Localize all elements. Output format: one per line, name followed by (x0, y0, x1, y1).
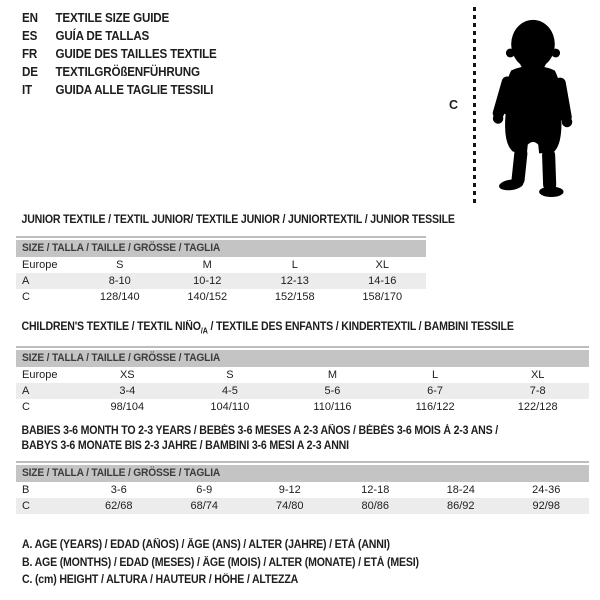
table-cell: 9-12 (278, 484, 301, 496)
table-cell: A (22, 385, 30, 398)
table-cell: 24-36 (532, 484, 561, 496)
language-title: GUIDE DES TAILLES TEXTILE (55, 47, 217, 61)
language-row-it (22, 81, 217, 99)
language-title: TEXTILE SIZE GUIDE (55, 11, 170, 25)
junior-table-section (16, 213, 455, 305)
table-cell: 8-10 (108, 275, 131, 287)
table-cell: 140/152 (187, 291, 228, 303)
table-cell: S (116, 259, 124, 271)
table-row (16, 399, 589, 415)
junior-table-title: JUNIOR TEXTILE / TEXTIL JUNIOR/ TEXTILE JUNIOR / JUNIORTEXTIL / JUNIOR TESSILE (21, 214, 455, 226)
language-code: DE (22, 65, 38, 79)
size-header-bar (16, 350, 589, 367)
table-cell: 86/92 (446, 500, 475, 512)
table-cell: L (432, 369, 439, 382)
children-title-pre: CHILDREN'S TEXTILE / TEXTIL NIÑO (21, 321, 201, 333)
table-cell: XS (119, 369, 135, 382)
table-cell: 14-16 (368, 275, 397, 287)
table-cell: 92/98 (532, 500, 561, 512)
table-top-rule (16, 236, 426, 238)
size-header-label: SIZE / TALLA / TAILLE / GRÖSSE / TAGLIA (22, 242, 221, 254)
table-cell: 3-4 (119, 385, 136, 398)
table-cell: M (202, 259, 212, 271)
language-code: ES (22, 29, 38, 43)
table-row (16, 289, 426, 305)
table-cell: 110/116 (313, 401, 352, 414)
table-cell: 6-9 (196, 484, 213, 496)
table-cell: 152/158 (274, 291, 315, 303)
table-cell: XL (530, 369, 545, 382)
language-title: TEXTILGRÖßENFÜHRUNG (55, 65, 200, 79)
table-row (16, 482, 589, 498)
language-row-de (22, 63, 217, 81)
table-cell: 62/68 (104, 500, 133, 512)
table-cell: 80/86 (361, 500, 390, 512)
table-cell: 4-5 (221, 385, 238, 398)
language-code: EN (22, 11, 38, 25)
footnote-legend (22, 537, 453, 590)
table-cell: 122/128 (517, 401, 558, 414)
children-table-section (16, 320, 589, 415)
table-row (16, 257, 426, 273)
size-header-label: SIZE / TALLA / TAILLE / GRÖSSE / TAGLIA (22, 467, 221, 479)
table-cell: Europe (22, 369, 58, 382)
table-cell: 6-7 (427, 385, 444, 398)
table-cell: 74/80 (275, 500, 304, 512)
table-cell: 104/110 (210, 401, 250, 414)
babies-table (16, 482, 589, 514)
table-cell: C (22, 401, 30, 414)
footnote-a: A. AGE (YEARS) / EDAD (AÑOS) / ÂGE (ANS) / ALTER (JAHRE) / ETÀ (ANNI) (22, 539, 390, 551)
table-row (16, 273, 426, 289)
table-cell: Europe (22, 259, 58, 271)
table-cell: B (22, 484, 30, 496)
babies-table-section (16, 424, 589, 514)
table-cell: 116/122 (415, 401, 455, 414)
children-title-post: / TEXTILE DES ENFANTS / KINDERTEXTIL / BAMBINI TESSILE (207, 321, 514, 333)
size-header-bar (16, 240, 426, 257)
table-cell: 10-12 (193, 275, 222, 287)
table-cell: 18-24 (446, 484, 475, 496)
language-code: FR (22, 47, 38, 61)
table-row (16, 383, 589, 399)
table-row (16, 498, 589, 514)
children-table-title (16, 320, 543, 338)
table-cell: 7-8 (529, 385, 546, 398)
table-cell: 98/104 (110, 401, 145, 414)
children-title-sub: /A (200, 326, 208, 336)
table-cell: 12-18 (361, 484, 390, 496)
table-cell: XL (375, 259, 389, 271)
table-cell: 68/74 (190, 500, 219, 512)
footnote-b: B. AGE (MONTHS) / EDAD (MESES) / ÂGE (MOIS) / ALTER (MONATE) / ETÀ (MESI) (22, 556, 419, 569)
table-top-rule (16, 461, 589, 463)
language-code: IT (22, 83, 32, 97)
size-header-bar (16, 465, 589, 482)
height-measure-label: C (449, 98, 459, 112)
table-cell: 3-6 (110, 484, 127, 496)
junior-table (16, 257, 426, 305)
footnote-c: C. (cm) HEIGHT / ALTURA / HAUTEUR / HÖHE / ALTEZZA (22, 574, 299, 586)
language-row-fr (22, 45, 217, 63)
height-dotted-line (473, 7, 476, 206)
language-row-en (22, 9, 217, 27)
children-table (16, 367, 589, 415)
babies-table-title-line1: BABIES 3-6 MONTH TO 2-3 YEARS / BEBÉS 3-6 MESES A 2-3 AÑOS / BÉBÉS 3-6 MOIS À 2-3 ANS / (21, 425, 498, 437)
table-cell: C (22, 500, 30, 512)
table-cell: 5-6 (324, 385, 341, 398)
table-cell: S (226, 369, 234, 382)
baby-height-figure (440, 0, 600, 220)
size-header-label: SIZE / TALLA / TAILLE / GRÖSSE / TAGLIA (22, 352, 221, 365)
table-cell: M (327, 369, 338, 382)
table-cell: C (22, 291, 30, 303)
language-title: GUÍA DE TALLAS (55, 29, 150, 43)
table-cell: L (291, 259, 298, 271)
table-cell: 12-13 (280, 275, 309, 287)
table-cell: A (22, 275, 30, 287)
table-top-rule (16, 346, 589, 348)
table-cell: 128/140 (99, 291, 140, 303)
table-cell: 158/170 (362, 291, 403, 303)
language-title: GUIDA ALLE TAGLIE TESSILI (55, 83, 214, 97)
language-title-list (22, 9, 231, 99)
babies-table-title-line2: BABYS 3-6 MONATE BIS 2-3 JAHRE / BAMBINI 3-6 MESI A 2-3 ANNI (21, 440, 349, 452)
table-row (16, 367, 589, 383)
baby-silhouette (485, 5, 581, 211)
language-row-es (22, 27, 217, 45)
